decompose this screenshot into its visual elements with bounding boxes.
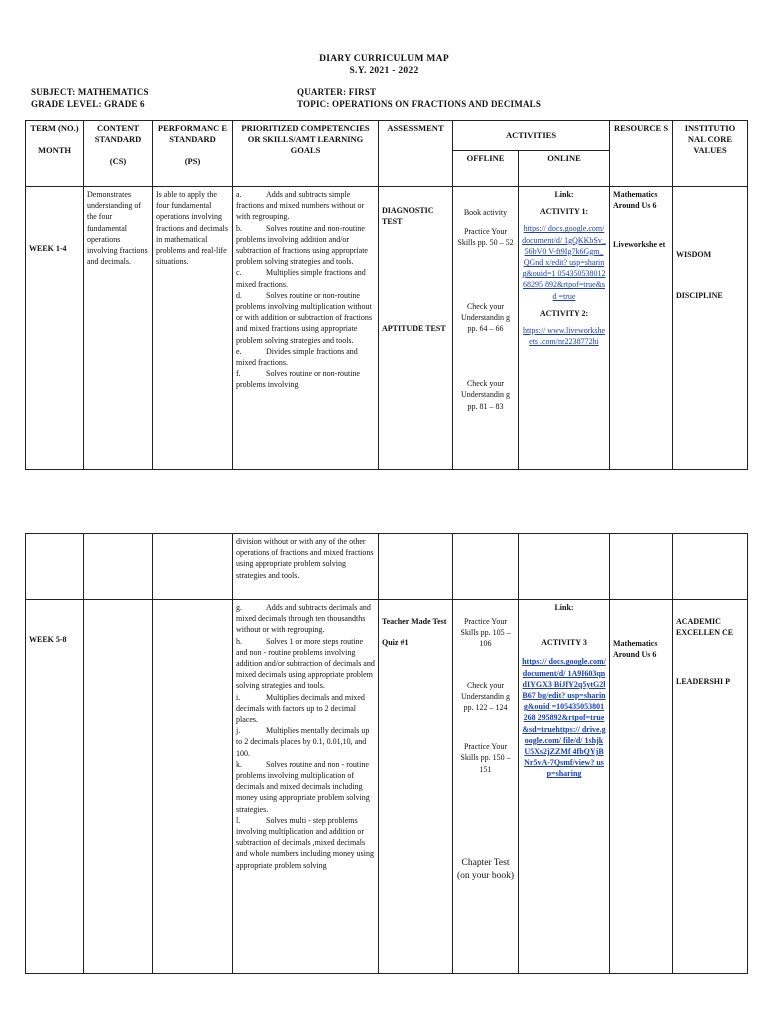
- row3-offline-practice1: Practice Your Skills pp. 105 – 106: [460, 617, 511, 649]
- row3-competency-1: [236, 636, 375, 692]
- header-resources: RESOURCE S: [610, 121, 673, 187]
- row1-online: [519, 187, 610, 470]
- row3-competency-0: [236, 602, 375, 636]
- row3-offline-practice2: Practice Your Skills pp. 150 – 151: [460, 742, 511, 774]
- row1-offline-practice: Practice Your Skills pp. 50 – 52: [457, 227, 514, 248]
- header-content-standard: CONTENT STANDARD (CS): [84, 121, 153, 187]
- row3-activity3-link[interactable]: https:// docs.google.com/ document/d/ 1A9I603qndIYGX3 BiJfY2q5ytG2lB67 bg/edit? usp=sharing&ouid =105435053801268 295892&rtpof=true &sd=truehttps:// drive.google.com/ file/d/ 1shjkU5Xs2jZZMf 4fbQYjBNr5vA-7Qsmf/view? usp=sharing: [522, 657, 606, 779]
- row1-offline: [453, 187, 519, 470]
- row3-competency-text: Solves multi - step problems involving multiplication and addition or subtraction of decimals ,mixed decimals and whole numbers including money using appropriate problem solving: [236, 815, 374, 870]
- row1-competency-key: a.: [236, 190, 242, 199]
- row1-competency-text: Adds and subtracts simple fractions and mixed numbers without or with regrouping.: [236, 190, 365, 222]
- row1-offline-check1: Check your Understandin g pp. 64 – 66: [460, 301, 511, 334]
- row2-assessment: [379, 534, 453, 600]
- row2-term: [26, 534, 84, 600]
- header-assessment: ASSESSMENT: [379, 121, 453, 187]
- row3-competency-text: Multiplies mentally decimals up to 2 decimals places by 0.1, 0.01,10, and 100.: [236, 726, 370, 758]
- row1-competency-text: Solves routine and non-routine problems involving addition and/or subtraction of fractions using appropriate problem solving strategies and tools.: [236, 223, 368, 267]
- row1-competency-5: [236, 368, 375, 390]
- row1-competency-text: Solves routine or non-routine problems involving: [236, 369, 360, 390]
- school-year: S.Y. 2021 - 2022: [349, 66, 419, 76]
- row1-offline-book: Book activity: [463, 208, 508, 217]
- row3-performance-standard: [153, 600, 233, 974]
- row3-competency-text: Multiplies decimals and mixed decimals with factors up to 2 decimal places.: [236, 692, 365, 725]
- row3-competency-key: i.: [236, 692, 241, 702]
- row1-activity2-label: ACTIVITY 2:: [539, 308, 589, 318]
- row3-competency-key: j.: [236, 726, 241, 736]
- row1-competency-text: Multiplies simple fractions and mixed fractions.: [236, 268, 366, 289]
- row1-assessment-diagnostic: DIAGNOSTIC TEST: [382, 206, 434, 227]
- header-competencies: PRIORITIZED COMPETENCIES OR SKILLS/AMT LEARNING GOALS: [233, 121, 379, 187]
- row3-competencies: [233, 600, 379, 974]
- row3-resources: Mathematics Around Us 6: [610, 600, 673, 974]
- row1-competency-0: [236, 189, 375, 223]
- row1-competency-3: [236, 290, 375, 346]
- row2-online: [519, 534, 610, 600]
- row3-activity3-label: ACTIVITY 3: [541, 638, 587, 648]
- row2-competencies: division without or with any of the other operations of fractions and mixed fractions using appropriate problem solving strategies and tools.: [233, 534, 379, 600]
- header-activities: ACTIVITIES: [453, 121, 610, 151]
- header-term: TERM (NO.) MONTH: [26, 121, 84, 187]
- row1-activity1-link[interactable]: https:// docs.google.com/ document/d/ 1gQKKbSv_56bV0 V-ft9Ig7k6Ggm_QGnd x/edit? usp=sharing&ouid=1 05435053801268295 892&rtpof=true&sd =true: [522, 224, 606, 301]
- row3-offline-check: Check your Understandin g pp. 122 – 124: [460, 680, 511, 713]
- row1-value-discipline: DISCIPLINE: [676, 291, 723, 301]
- curriculum-table-page2: [25, 533, 748, 974]
- row3-offline-chapter-test: Chapter Test (on your book): [457, 857, 514, 881]
- row3-competency-key: l.: [236, 815, 241, 825]
- row3-competency-key: k.: [236, 759, 242, 769]
- row3-competency-2: [236, 692, 375, 726]
- header-offline: OFFLINE: [453, 151, 519, 187]
- row1-competency-key: e.: [236, 346, 242, 356]
- header-core-values: INSTITUTIO NAL CORE VALUES: [673, 121, 748, 187]
- row1-competency-key: c.: [236, 268, 242, 278]
- row3-offline: [453, 600, 519, 974]
- row3-term: WEEK 5-8: [26, 600, 84, 974]
- row1-value-wisdom: WISDOM: [676, 250, 712, 259]
- row1-competency-4: [236, 346, 375, 368]
- row3-competency-key: h.: [236, 636, 242, 646]
- row3-competency-3: [236, 725, 375, 759]
- row1-resource-book: Mathematics Around Us 6: [613, 190, 658, 211]
- topic-label: TOPIC: OPERATIONS ON FRACTIONS AND DECIMALS: [297, 99, 542, 109]
- row3-assessment-quiz: Quiz #1: [382, 638, 409, 648]
- row2-performance-standard: [153, 534, 233, 600]
- document-title: DIARY CURRICULUM MAP: [319, 54, 449, 64]
- row1-term: WEEK 1-4: [26, 187, 84, 470]
- row3-competency-text: Solves 1 or more steps routine and non - routine problems involving addition and/or subtraction of decimals and mixed decimals using appropriate problem solving strategies and tools.: [236, 636, 375, 691]
- row3-value-academic: ACADEMIC EXCELLEN CE: [676, 617, 734, 638]
- row1-competency-1: [236, 223, 375, 268]
- row3-competency-4: [236, 759, 375, 815]
- row1-activity1-label: ACTIVITY 1:: [539, 207, 589, 217]
- grade-label: GRADE LEVEL: GRADE 6: [31, 99, 145, 109]
- subject-label: SUBJECT: MATHEMATICS: [31, 87, 149, 97]
- row1-competency-text: Solves routine or non-routine problems involving multiplication without or with addition or subtraction of fractions and mixed fractions using appropriate problem solving strategies and tools.: [236, 290, 372, 345]
- row1-resource-liveworksheet: Liveworkshe et: [613, 240, 666, 250]
- row3-assessment-teacher-test: Teacher Made Test: [382, 617, 447, 626]
- row3-values: [673, 600, 748, 974]
- row1-online-link-label: Link:: [554, 190, 574, 199]
- header-online: ONLINE: [519, 151, 610, 187]
- row2-content-standard: [84, 534, 153, 600]
- row3-assessment: [379, 600, 453, 974]
- row2-resources: [610, 534, 673, 600]
- quarter-label: QUARTER: FIRST: [297, 87, 377, 97]
- row1-offline-check2: Check your Understandin g pp. 81 – 83: [460, 379, 511, 411]
- row3-competency-text: Adds and subtracts decimals and mixed decimals through ten thousandths without or with regrouping.: [236, 603, 371, 635]
- row1-assessment-aptitude: APTITUDE TEST: [382, 324, 446, 334]
- row1-resources: [610, 187, 673, 470]
- row1-content-standard: Demonstrates understanding of the four fundamental operations involving fractions and decimals.: [84, 187, 153, 470]
- row3-competency-5: [236, 815, 375, 871]
- row1-competency-key: f.: [236, 369, 241, 379]
- row1-activity2-link[interactable]: https:// www.liveworksheets .com/nr2238772hi: [522, 326, 606, 347]
- row3-content-standard: [84, 600, 153, 974]
- row3-online: [519, 600, 610, 974]
- curriculum-table-page1: [25, 120, 748, 470]
- row1-assessment: [379, 187, 453, 470]
- row1-competency-2: [236, 267, 375, 289]
- row1-competency-key: b.: [236, 223, 242, 233]
- row1-competency-text: Divides simple fractions and mixed fractions.: [236, 346, 358, 368]
- header-performance-standard: PERFORMANC E STANDARD (PS): [153, 121, 233, 187]
- row1-values: [673, 187, 748, 470]
- row3-online-link-label: Link:: [554, 603, 574, 612]
- row3-competency-key: g.: [236, 603, 242, 612]
- row1-competencies: [233, 187, 379, 470]
- row3-value-leadership: LEADERSHI P: [676, 677, 731, 687]
- row2-values: [673, 534, 748, 600]
- row3-competency-text: Solves routine and non - routine problems involving multiplication of decimals and mixed decimals including money using appropriate problem solving strategies.: [236, 759, 370, 814]
- row1-performance-standard: Is able to apply the four fundamental operations involving fractions and decimals in mathematical problems and real-life situations.: [153, 187, 233, 470]
- row1-competency-key: d.: [236, 290, 242, 300]
- row2-offline: [453, 534, 519, 600]
